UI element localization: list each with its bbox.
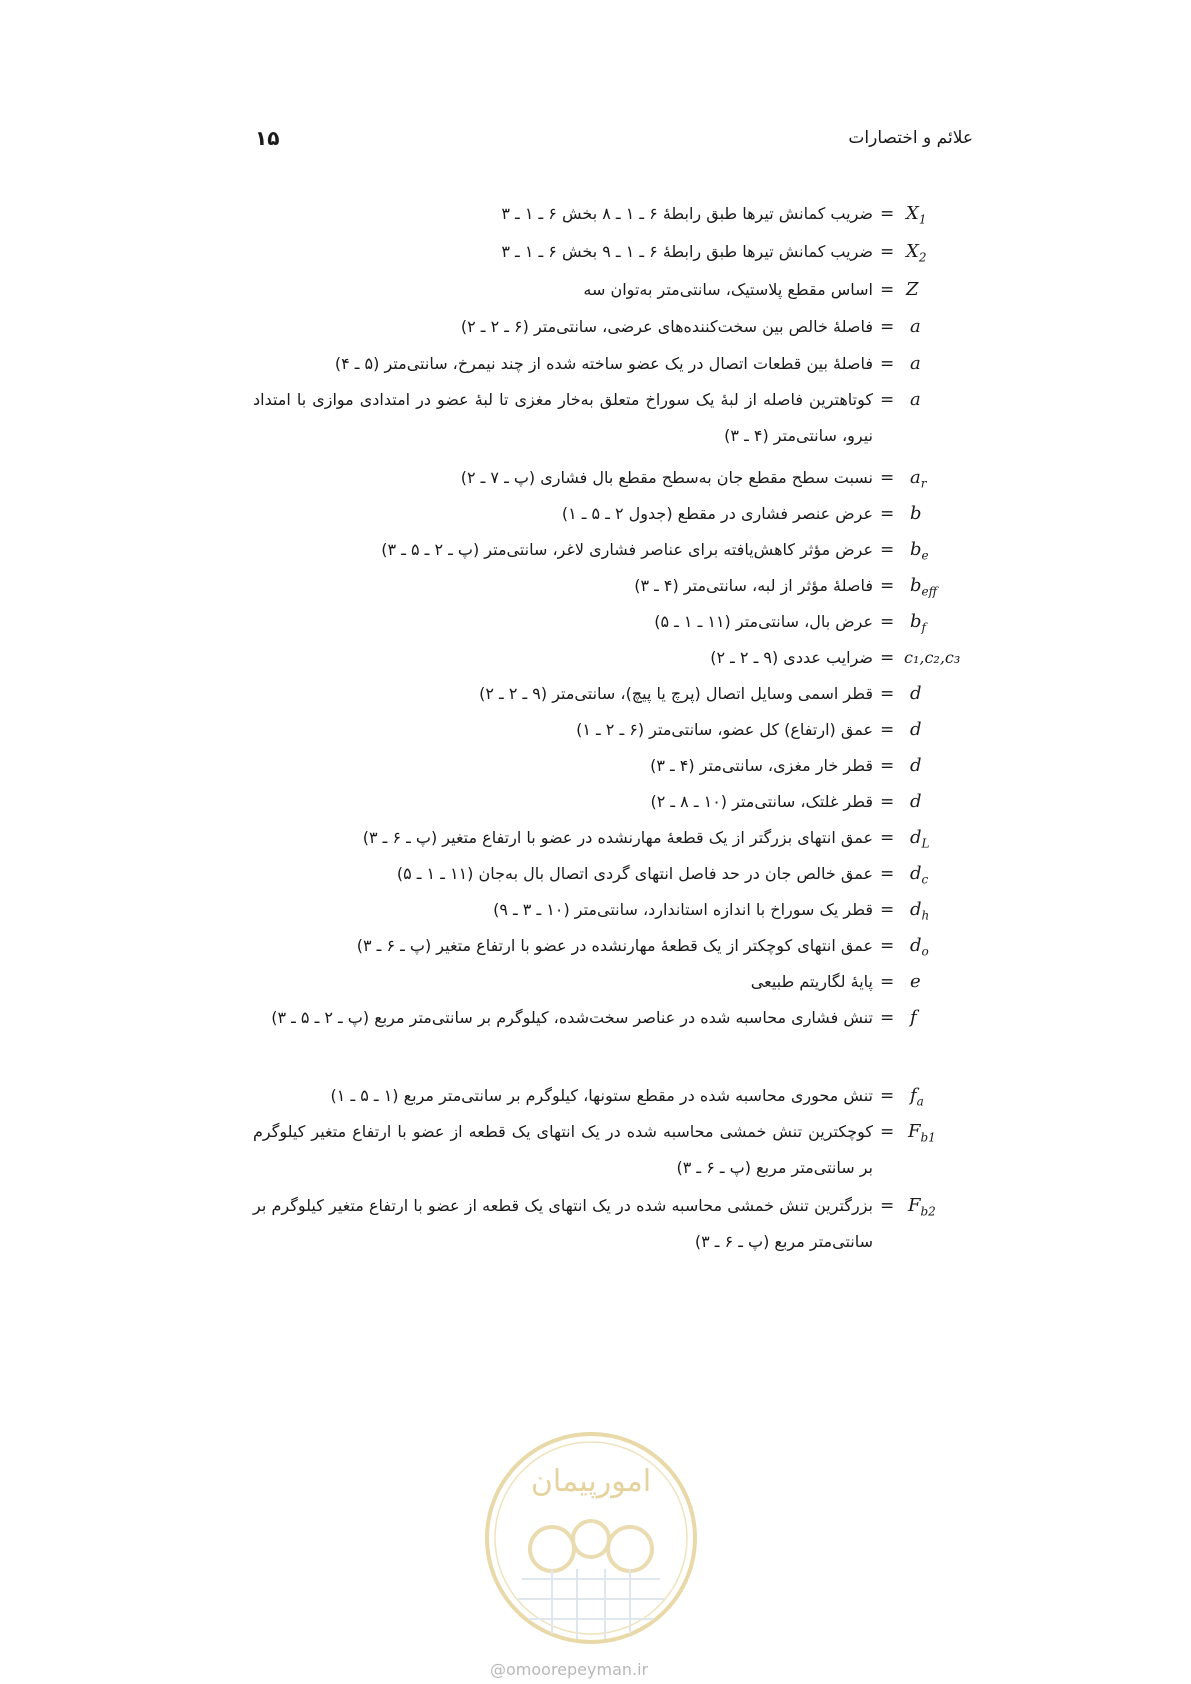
equals-sign: =: [880, 204, 895, 224]
equals-sign: =: [880, 576, 895, 596]
equals-sign: =: [880, 242, 895, 262]
equals-sign: =: [880, 317, 895, 337]
symbol: d: [910, 719, 922, 740]
definition: عرض بال، سانتی‌متر (۱۱ ـ ۱ ـ ۵): [654, 612, 873, 631]
watermark-url: @omoorepeyman.ir: [490, 1660, 649, 1679]
definition: بزرگترین تنش خمشی محاسبه شده در یک انتهای یک قطعه از عضو با ارتفاع متغیر کیلوگرم بر سانتی‌متر مربع (پ ـ ۶ ـ ۳): [253, 1196, 873, 1251]
list-item: [0, 502, 1191, 532]
list-item: [0, 315, 1191, 345]
symbol: $d_o$: [910, 935, 929, 959]
symbol: $a_r$: [910, 467, 927, 491]
symbol: $d_L$: [910, 827, 930, 851]
list-item: [0, 1194, 1191, 1266]
definition: ضریب کمانش تیرها طبق رابطهٔ ۶ ـ ۱ ـ ۹ بخش ۶ ـ ۱ ـ ۳: [501, 242, 873, 261]
definition: ضرایب عددی (۹ ـ ۲ ـ ۲): [710, 648, 873, 667]
equals-sign: =: [880, 756, 895, 776]
list-item: [0, 826, 1191, 856]
list-item: [0, 934, 1191, 964]
equals-sign: =: [880, 468, 895, 488]
list-item: [0, 790, 1191, 820]
list-item: [0, 466, 1191, 496]
watermark-logo-text: امورپیمان: [530, 1464, 652, 1499]
list-item: [0, 610, 1191, 640]
definition: عرض مؤثر کاهش‌یافته برای عناصر فشاری لاغر، سانتی‌متر (پ ـ ۲ ـ ۵ ـ ۳): [381, 540, 873, 559]
definition: فاصلهٔ خالص بین سخت‌کننده‌های عرضی، سانتی‌متر (۶ ـ ۲ ـ ۲): [460, 317, 873, 336]
list-item: [0, 240, 1191, 270]
list-item: [0, 352, 1191, 382]
equals-sign: =: [880, 390, 895, 410]
definition: فاصلهٔ مؤثر از لبه، سانتی‌متر (۴ ـ ۳): [634, 576, 873, 595]
list-item: [0, 538, 1191, 568]
equals-sign: =: [880, 540, 895, 560]
equals-sign: =: [880, 648, 895, 668]
equals-sign: =: [880, 972, 895, 992]
equals-sign: =: [880, 1122, 895, 1142]
definition: نسبت سطح مقطع جان به‌سطح مقطع بال فشاری (پ ـ ۷ ـ ۲): [460, 468, 873, 487]
equals-sign: =: [880, 504, 895, 524]
equals-sign: =: [880, 1196, 895, 1216]
list-item: [0, 1084, 1191, 1114]
definition: عمق انتهای بزرگتر از یک قطعهٔ مهارنشده در عضو با ارتفاع متغیر (پ ـ ۶ ـ ۳): [362, 828, 873, 847]
definition: عمق خالص جان در حد فاصل انتهای گردی اتصال بال به‌جان (۱۱ ـ ۱ ـ ۵): [396, 864, 873, 883]
symbol: $b_{eff}$: [910, 575, 938, 599]
symbol: $f_a$: [910, 1085, 924, 1109]
equals-sign: =: [880, 1008, 895, 1028]
symbol: $F_{b1}$: [908, 1121, 936, 1145]
equals-sign: =: [880, 612, 895, 632]
equals-sign: =: [880, 828, 895, 848]
definition: قطر یک سوراخ با اندازه استاندارد، سانتی‌متر (۱۰ ـ ۳ ـ ۹): [493, 900, 873, 919]
equals-sign: =: [880, 936, 895, 956]
list-item: [0, 1006, 1191, 1078]
definition: ضریب کمانش تیرها طبق رابطهٔ ۶ ـ ۱ ـ ۸ بخش ۶ ـ ۱ ـ ۳: [501, 204, 873, 223]
equals-sign: =: [880, 280, 895, 300]
symbol: $F_{b2}$: [908, 1195, 936, 1219]
list-item: [0, 278, 1191, 308]
symbol: Z: [906, 279, 919, 300]
definition: عرض عنصر فشاری در مقطع (جدول ۲ ـ ۵ ـ ۱): [561, 504, 873, 523]
symbol: $b_e$: [910, 539, 929, 563]
symbol: a: [910, 316, 921, 337]
list-item: [0, 388, 1191, 460]
symbol: $X_1$: [906, 203, 927, 227]
equals-sign: =: [880, 864, 895, 884]
equals-sign: =: [880, 684, 895, 704]
list-item: [0, 754, 1191, 784]
equals-sign: =: [880, 1086, 895, 1106]
symbol: e: [910, 971, 921, 992]
running-head: علائم و اختصارات: [848, 128, 973, 148]
symbol: c₁,c₂,c₃: [904, 648, 961, 667]
definition: عمق (ارتفاع) کل عضو، سانتی‌متر (۶ ـ ۲ ـ ۱): [576, 720, 873, 739]
watermark-logo: [482, 1429, 700, 1647]
definition: تنش محوری محاسبه شده در مقطع ستونها، کیلوگرم بر سانتی‌متر مربع (۱ ـ ۵ ـ ۱): [330, 1086, 873, 1105]
list-item: [0, 1120, 1191, 1192]
list-item: [0, 898, 1191, 928]
definition: پایهٔ لگاریتم طبیعی: [750, 972, 873, 991]
equals-sign: =: [880, 720, 895, 740]
definition: قطر غلتک، سانتی‌متر (۱۰ ـ ۸ ـ ۲): [650, 792, 873, 811]
symbol: b: [910, 503, 922, 524]
symbol: f: [910, 1007, 917, 1028]
definition: تنش فشاری محاسبه شده در عناصر سخت‌شده، کیلوگرم بر سانتی‌متر مربع (پ ـ ۲ ـ ۵ ـ ۳): [271, 1008, 873, 1027]
symbol: $b_f$: [910, 611, 926, 635]
equals-sign: =: [880, 354, 895, 374]
definition: قطر اسمی وسایل اتصال (پرچ یا پیچ)، سانتی‌متر (۹ ـ ۲ ـ ۲): [479, 684, 873, 703]
list-item: [0, 970, 1191, 1000]
list-item: [0, 718, 1191, 748]
definition: اساس مقطع پلاستیک، سانتی‌متر به‌توان سه: [583, 280, 873, 299]
symbol: d: [910, 683, 922, 704]
symbol: d: [910, 791, 922, 812]
list-item: [0, 574, 1191, 604]
definition: قطر خار مغزی، سانتی‌متر (۴ ـ ۳): [650, 756, 873, 775]
list-item: [0, 862, 1191, 892]
symbol: a: [910, 353, 921, 374]
symbol: a: [910, 389, 921, 410]
definition: کوتاهترین فاصله از لبهٔ یک سوراخ متعلق به‌خار مغزی تا لبهٔ عضو در امتدادی موازی با امتداد نیرو، سانتی‌متر (۴ ـ ۳): [253, 390, 873, 445]
definition: کوچکترین تنش خمشی محاسبه شده در یک انتهای یک قطعه از عضو با ارتفاع متغیر کیلوگرم بر سانتی‌متر مربع (پ ـ ۶ ـ ۳): [253, 1122, 873, 1177]
equals-sign: =: [880, 792, 895, 812]
list-item: [0, 682, 1191, 712]
symbol: $d_h$: [910, 899, 930, 923]
list-item: [0, 202, 1191, 232]
list-item: [0, 646, 1191, 676]
equals-sign: =: [880, 900, 895, 920]
page-number: ۱۵: [255, 126, 280, 150]
symbol: $d_c$: [910, 863, 929, 887]
symbol: d: [910, 755, 922, 776]
symbol: $X_2$: [906, 241, 927, 265]
definition: عمق انتهای کوچکتر از یک قطعهٔ مهارنشده در عضو با ارتفاع متغیر (پ ـ ۶ ـ ۳): [356, 936, 873, 955]
definition: فاصلهٔ بین قطعات اتصال در یک عضو ساخته شده از چند نیمرخ، سانتی‌متر (۵ ـ ۴): [334, 354, 873, 373]
